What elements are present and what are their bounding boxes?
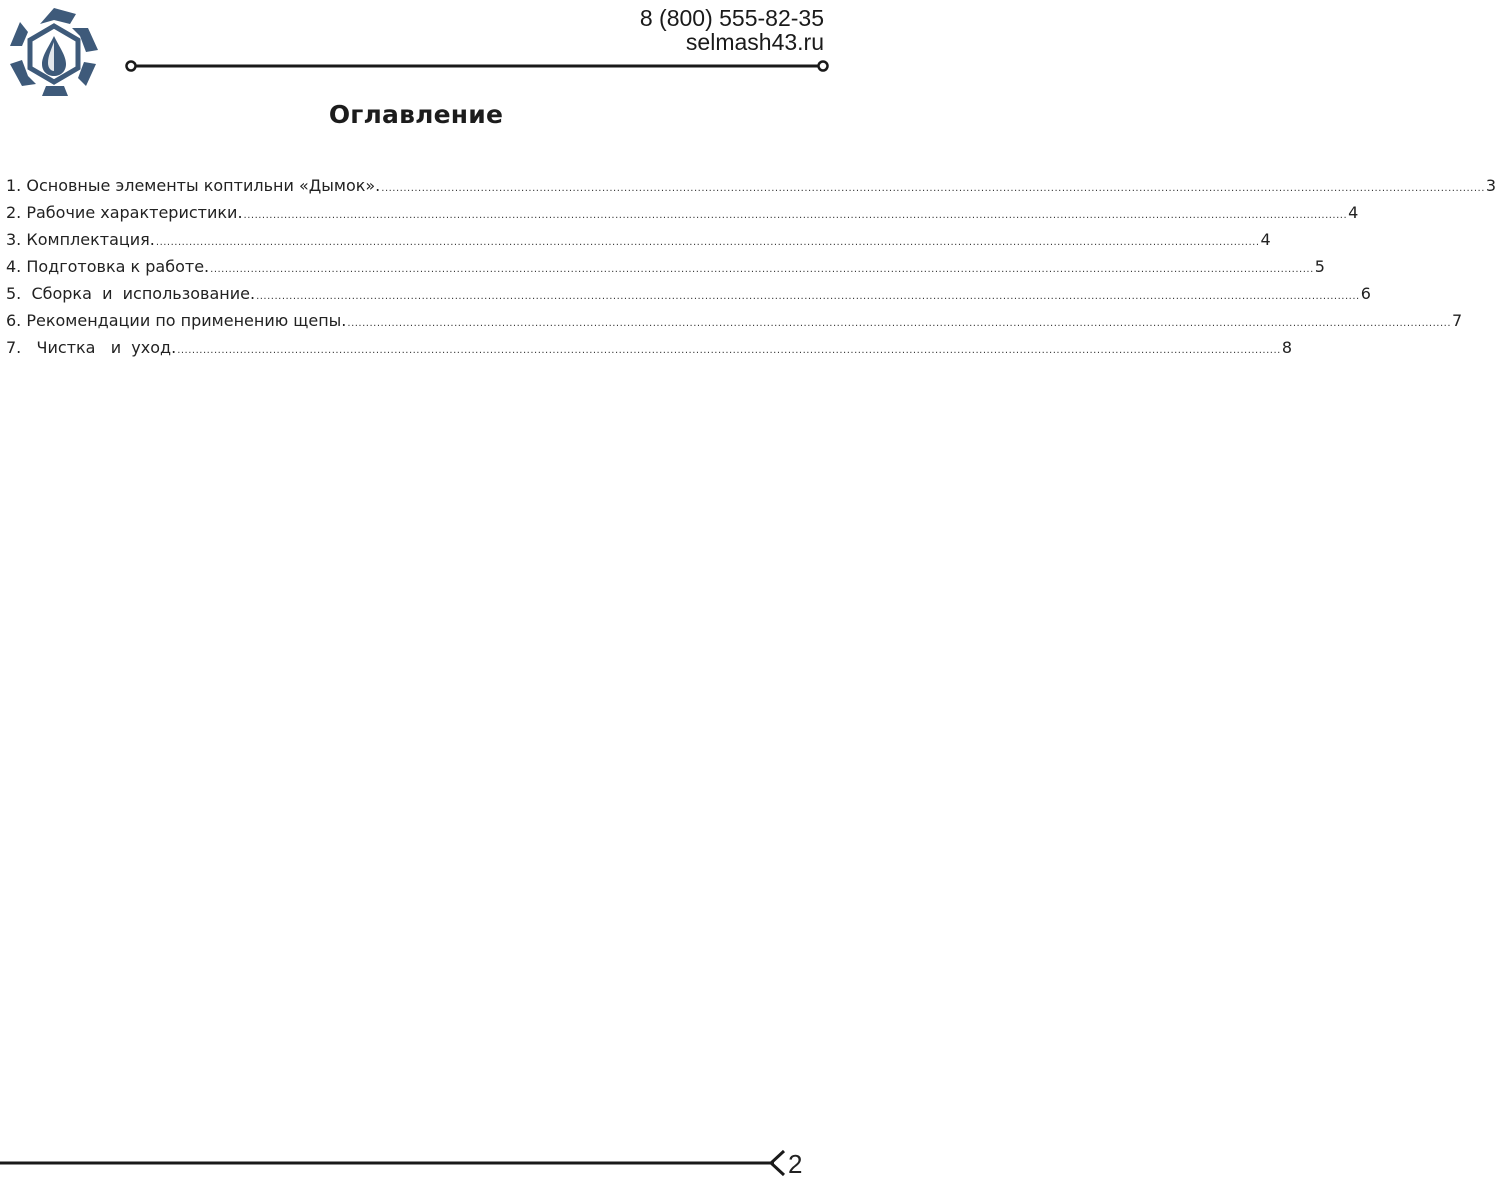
toc-entry-title: 6. Рекомендации по применению щепы. [6, 311, 347, 330]
toc-entry[interactable] [6, 338, 1292, 365]
toc-entry-page: 6 [1360, 284, 1371, 303]
website-link[interactable]: selmash43.ru [685, 29, 824, 55]
toc-entry-title: 7. Чистка и уход. [6, 338, 177, 357]
toc-entry-title: 4. Подготовка к работе. [6, 257, 210, 276]
toc-entry-page: 7 [1452, 311, 1463, 330]
toc-entry[interactable] [6, 284, 1371, 311]
toc-entry-title: 5. Сборка и использование. [6, 284, 256, 303]
phone-number: 8 (800) 555-82-35 [639, 5, 824, 31]
toc-entry[interactable] [6, 311, 1463, 338]
toc-entry-title: 1. Основные элементы коптильни «Дымок». [6, 176, 381, 195]
toc-entry-title: 3. Комплектация. [6, 230, 155, 249]
toc-dot-leader: ............................................................................................................................................................................................................................................................................................................ [243, 210, 1348, 221]
toc-entry[interactable] [6, 230, 1271, 257]
header-contacts [640, 6, 824, 54]
page-number: 2 [788, 1149, 803, 1179]
page-title: Оглавление [328, 100, 504, 129]
toc-dot-leader: ............................................................................................................................................................................................................................................................................................................ [177, 345, 1281, 356]
company-logo-icon [6, 6, 102, 100]
toc-entry-page: 4 [1260, 230, 1271, 249]
table-of-contents [6, 176, 1496, 365]
footer-divider [0, 1148, 790, 1178]
toc-dot-leader: ............................................................................................................................................................................................................................................................................................................ [347, 318, 1452, 329]
toc-dot-leader: ............................................................................................................................................................................................................................................................................................................ [381, 183, 1485, 194]
toc-entry-page: 3 [1485, 176, 1496, 195]
toc-entry-page: 4 [1348, 203, 1359, 222]
toc-entry-title: 2. Рабочие характеристики. [6, 203, 243, 222]
toc-entry-page: 5 [1314, 257, 1325, 276]
toc-dot-leader: ............................................................................................................................................................................................................................................................................................................ [155, 237, 1260, 248]
toc-dot-leader: ............................................................................................................................................................................................................................................................................................................ [256, 291, 1360, 302]
toc-dot-leader: ............................................................................................................................................................................................................................................................................................................ [210, 264, 1314, 275]
toc-entry[interactable] [6, 203, 1359, 230]
toc-entry[interactable] [6, 257, 1325, 284]
toc-entry-page: 8 [1281, 338, 1292, 357]
toc-entry[interactable] [6, 176, 1496, 203]
header-divider [124, 58, 830, 74]
